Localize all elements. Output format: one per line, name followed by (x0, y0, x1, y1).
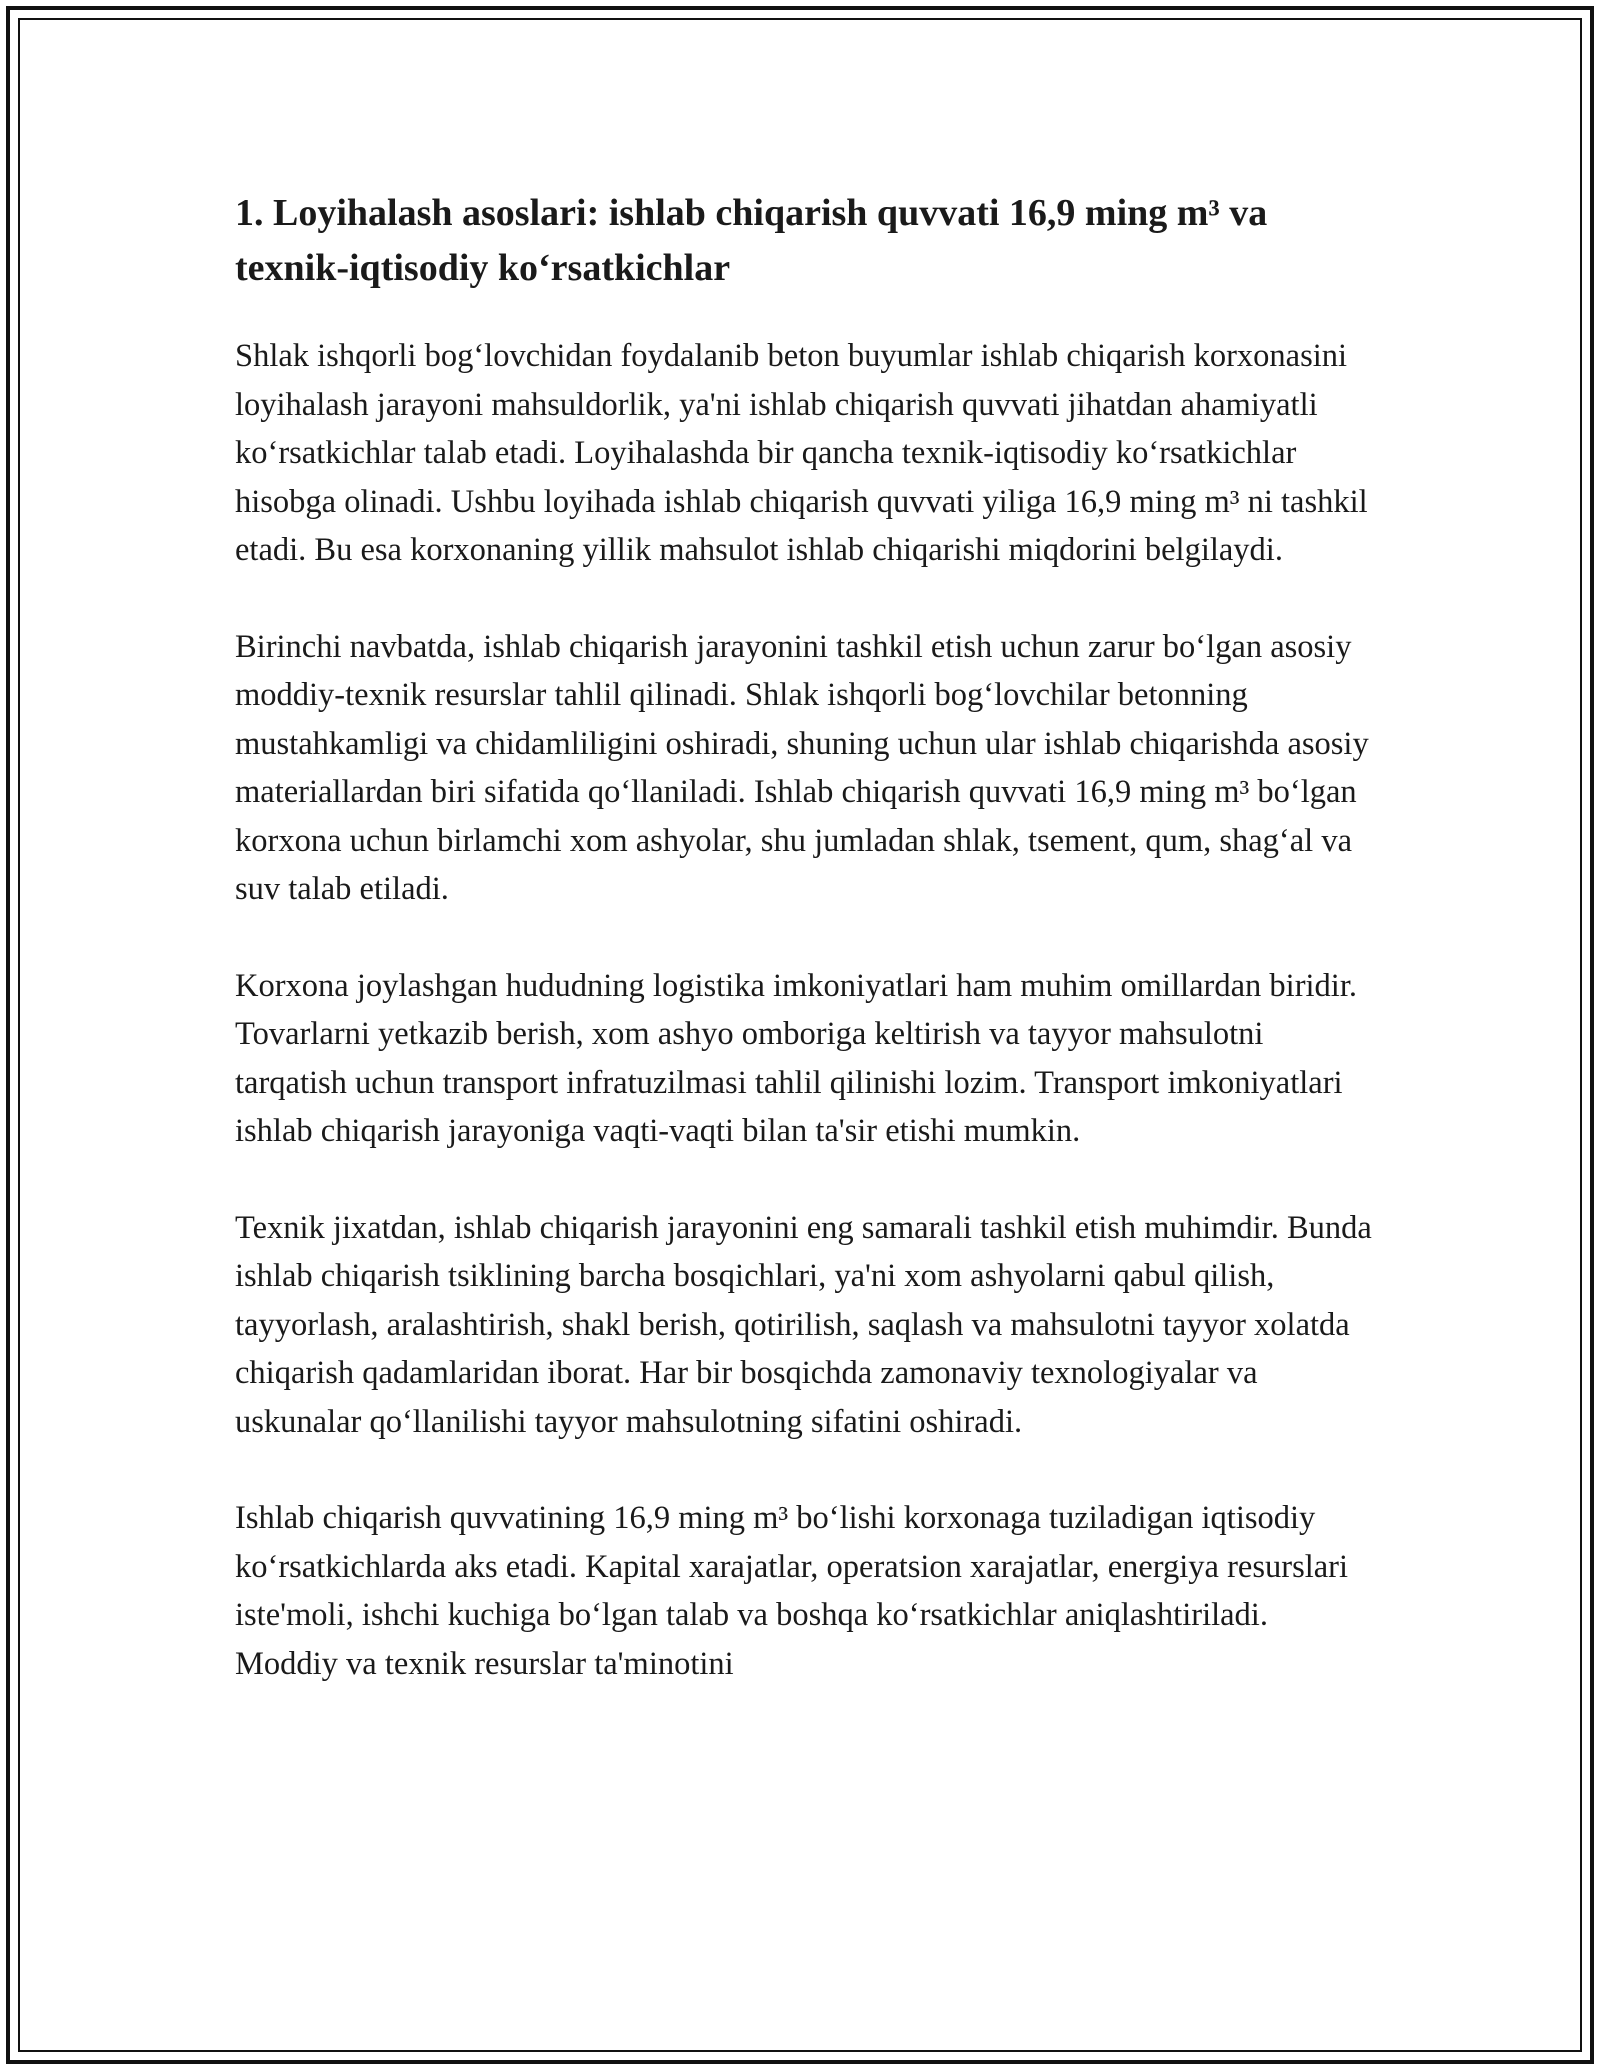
section-heading: 1. Loyihalash asoslari: ishlab chiqarish quvvati 16,9 ming m³ va texnik-iqtisodiy ko‘rsatkichlar (235, 192, 1268, 289)
document-body (235, 186, 1375, 1736)
paragraph-logistics: Korxona joylashgan hududning logistika imkoniyatlari ham muhim omillardan biridir. Tovarlarni yetkazib berish, xom ashyo omboriga keltirish va tayyor mahsulotni tarqatish uchun transport infratuzilmasi tahlil qilinishi lozim. Transport imkoniyatlari ishlab chiqarish jarayoniga vaqti-vaqti bilan ta'sir etishi mumkin. (235, 967, 1357, 1149)
paragraph-material-resources: Birinchi navbatda, ishlab chiqarish jarayonini tashkil etish uchun zarur bo‘lgan asosiy moddiy-texnik resurslar tahlil qilinadi. Shlak ishqorli bog‘lovchilar betonning mustahkamligi va chidamliligini oshiradi, shuning uchun ular ishlab chiqarishda asosiy materiallardan biri sifatida qo‘llaniladi. Ishlab chiqarish quvvati 16,9 ming m³ bo‘lgan korxona uchun birlamchi xom ashyolar, shu jumladan shlak, tsement, qum, shag‘al va suv talab etiladi. (235, 628, 1369, 907)
paragraph-production-capacity: Shlak ishqorli bog‘lovchidan foydalanib beton buyumlar ishlab chiqarish korxonasini loyihalash jarayoni mahsuldorlik, ya'ni ishlab chiqarish quvvati jihatdan ahamiyatli ko‘rsatkichlar talab etadi. Loyihalashda bir qancha texnik-iqtisodiy ko‘rsatkichlar hisobga olinadi. Ushbu loyihada ishlab chiqarish quvvati yiliga 16,9 ming m³ ni tashkil etadi. Bu esa korxonaning yillik mahsulot ishlab chiqarishi miqdorini belgilaydi. (235, 338, 1368, 568)
paragraph-technical-process: Texnik jixatdan, ishlab chiqarish jarayonini eng samarali tashkil etish muhimdir. Bunda ishlab chiqarish tsiklining barcha bosqichlari, ya'ni xom ashyolarni qabul qilish, tayyorlash, aralashtirish, shakl berish, qotirilish, saqlash va mahsulotni tayyor xolatda chiqarish qadamlaridan iborat. Har bir bosqichda zamonaviy texnologiyalar va uskunalar qo‘llanilishi tayyor mahsulotning sifatini oshiradi. (235, 1209, 1372, 1440)
paragraph-economic-indicators: Ishlab chiqarish quvvatining 16,9 ming m³ bo‘lishi korxonaga tuziladigan iqtisodiy ko‘rsatkichlarda aks etadi. Kapital xarajatlar, operatsion xarajatlar, energiya resurslari iste'moli, ishchi kuchiga bo‘lgan talab va boshqa ko‘rsatkichlar aniqlashtiriladi. Moddiy va texnik resurslar ta'minotini (235, 1500, 1349, 1682)
